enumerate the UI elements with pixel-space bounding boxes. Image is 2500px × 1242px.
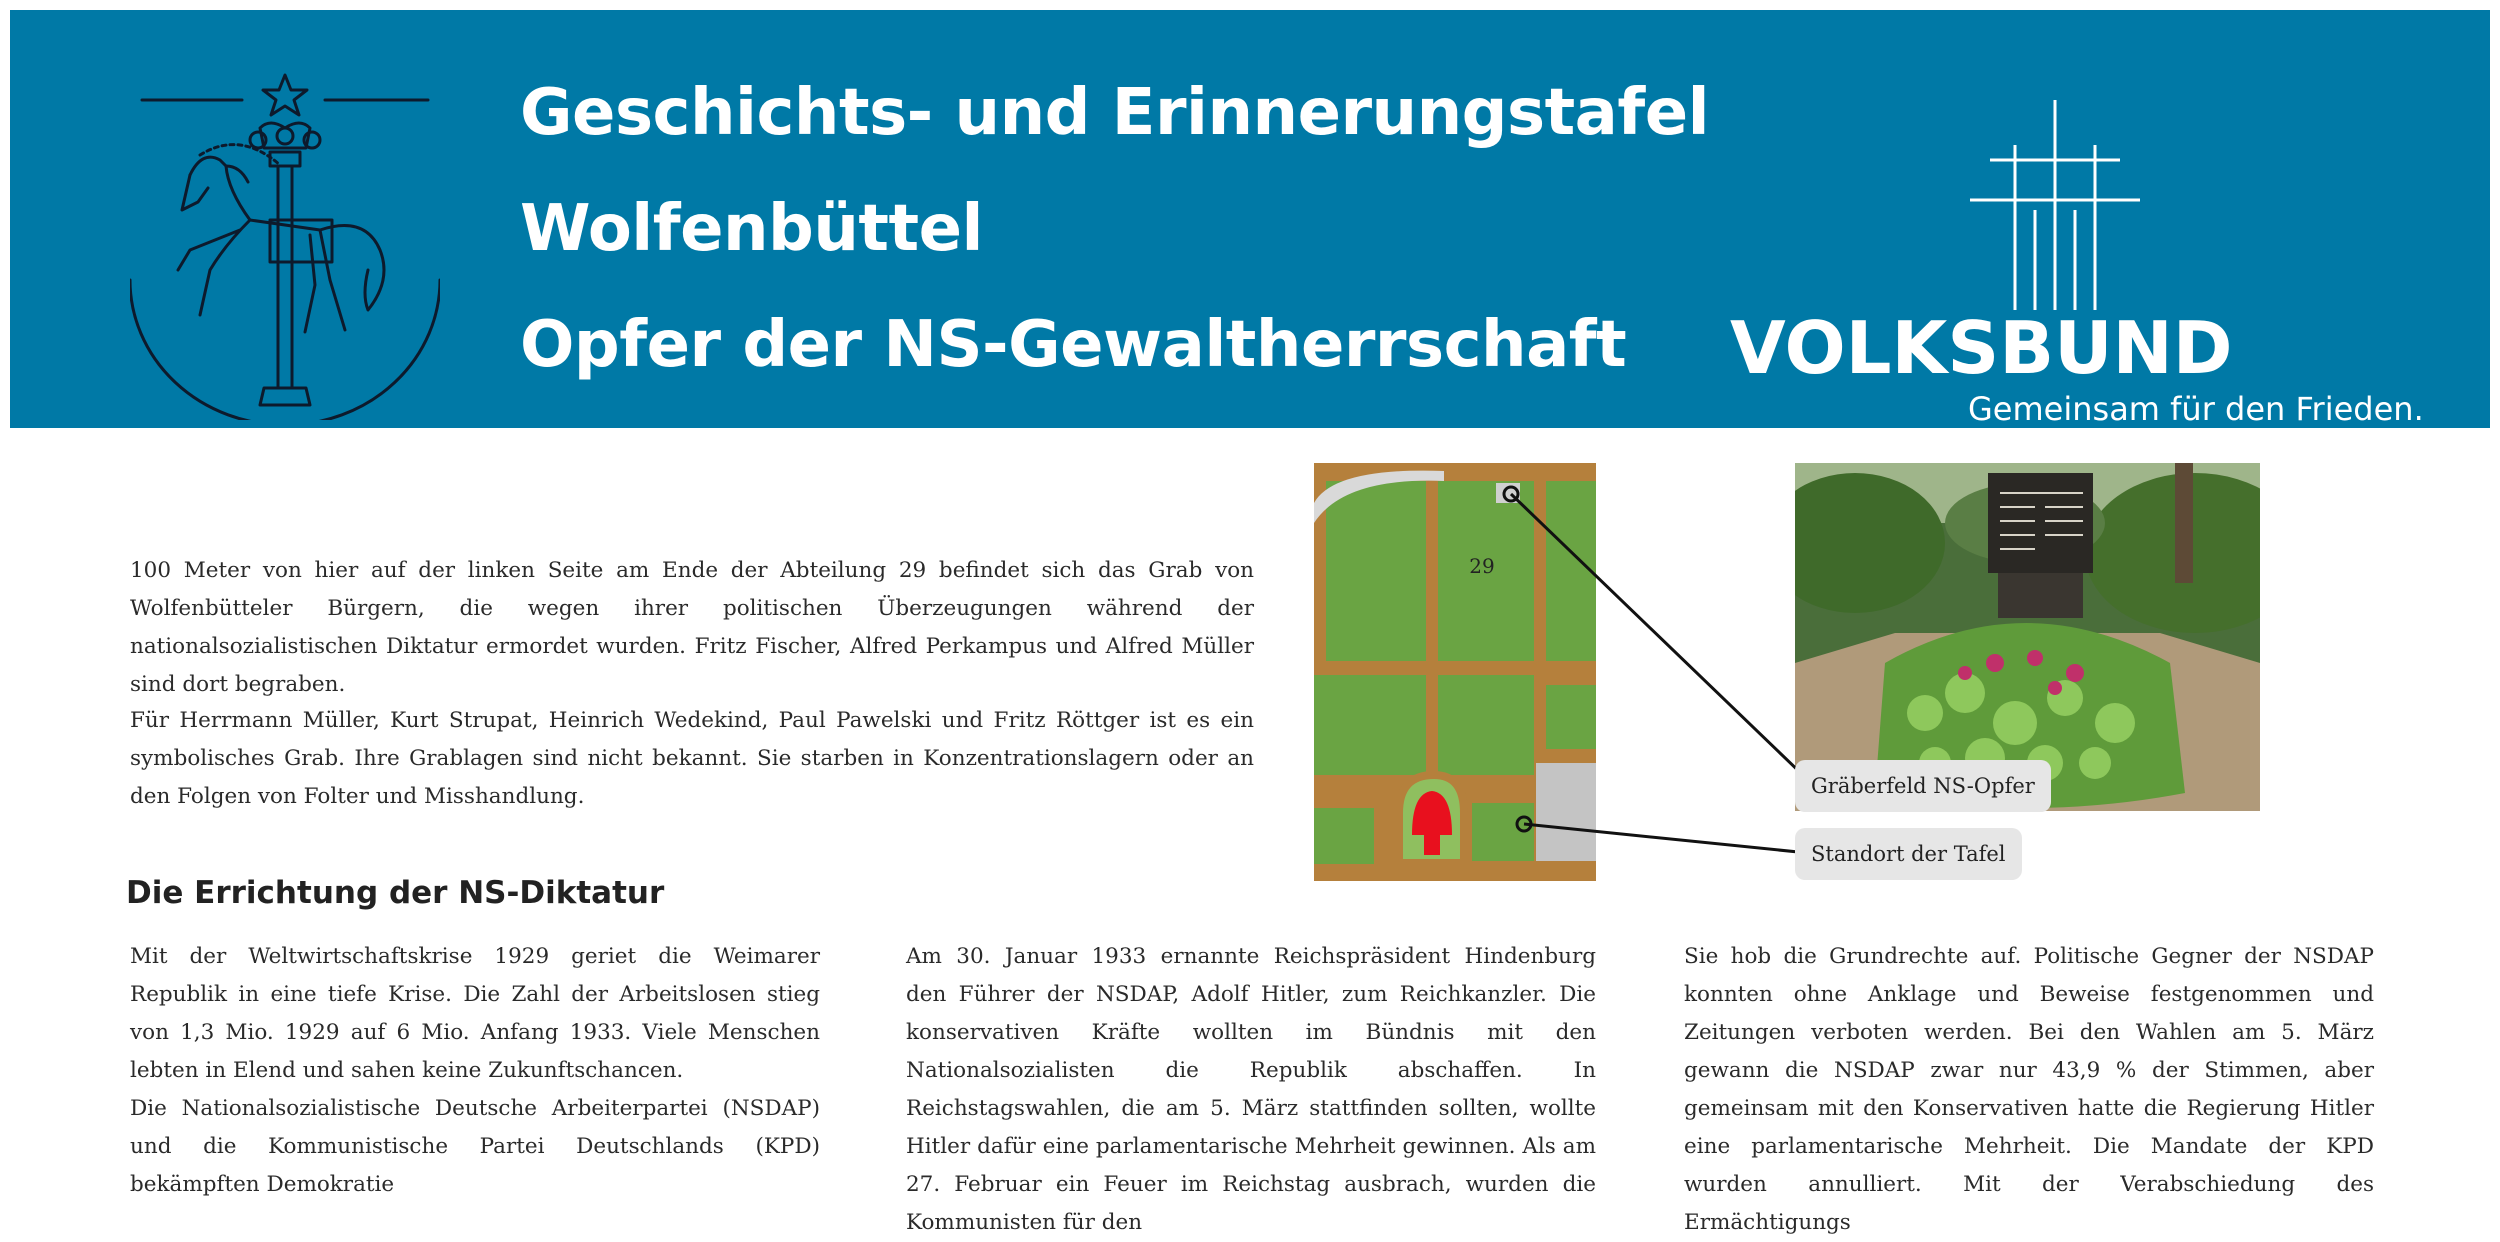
volksbund-logo-text: VOLKSBUND xyxy=(1730,306,2233,390)
title-line-1: Geschichts- und Erinnerungstafel xyxy=(520,76,1710,150)
title-line-3: Opfer der NS-Gewaltherrschaft xyxy=(520,308,1627,382)
callout-location: Standort der Tafel xyxy=(1795,828,2022,880)
callout-graves: Gräberfeld NS-Opfer xyxy=(1795,760,2051,812)
cemetery-map xyxy=(1314,463,1596,881)
col1-paragraph-1: Mit der Weltwirtschaftskrise 1929 geriet die Weimarer Republik in eine tiefe Krise. Die Zahl der Arbeitslosen stieg von 1,3 Mio. 1929 auf 6 Mio. Anfang 1933. Viele Menschen lebten in Elend und sahen keine Zukunftschancen. xyxy=(130,944,820,1083)
col3-paragraph: Sie hob die Grundrechte auf. Politische Gegner der NSDAP konnten ohne Anklage und Beweise festgenommen und Zeitungen verboten werden. Bei den Wahlen am 5. März gewann die NSDAP zwar nur 43,9 % der Stimmen, aber gemeinsam mit den Konservativen hatte die Regierung Hitler eine parlamentarische Mehrheit. Die Mandate der KPD wurden annulliert. Mit der Verabschiedung des Ermächtigungs xyxy=(1684,944,2374,1235)
section-heading: Die Errichtung der NS-Diktatur xyxy=(126,875,665,911)
title-line-2: Wolfenbüttel xyxy=(520,192,983,266)
crosses-logo xyxy=(1960,100,2150,310)
header-banner xyxy=(10,10,2490,428)
intro-paragraph-1: 100 Meter von hier auf der linken Seite am Ende der Abteilung 29 befindet sich das Grab von Wolfenbütteler Bürgern, die wegen ihrer politischen Überzeugungen während der nationalsozialistischen Diktatur ermordet wurden. Fritz Fischer, Alfred Perkampus und Alfred Müller sind dort begraben. xyxy=(130,558,1254,697)
col1-paragraph-2: Die Nationalsozialistische Deutsche Arbeiterpartei (NSDAP) und die Kommunistische Partei Deutschlands (KPD) bekämpften Demokratie xyxy=(130,1096,820,1197)
col2-paragraph: Am 30. Januar 1933 ernannte Reichspräsident Hindenburg den Führer der NSDAP, Adolf Hitler, zum Reichkanzler. Die konservativen Kräfte wollten im Bündnis mit den Nationalsozialisten die Republik abschaffen. In Reichstagswahlen, die am 5. März stattfinden sollten, wollte Hitler dafür eine parlamentarische Mehrheit gewinnen. Als am 27. Februar ein Feuer im Reichstag ausbrach, wurden die Kommunisten für den xyxy=(906,944,1596,1235)
grave-photo xyxy=(1795,463,2260,811)
volksbund-slogan: Gemeinsam für den Frieden. xyxy=(1968,390,2424,428)
intro-paragraph-2: Für Herrmann Müller, Kurt Strupat, Heinrich Wedekind, Paul Pawelski und Fritz Röttger ist es ein symbolisches Grab. Ihre Grablagen sind nicht bekannt. Sie starben in Konzentrationslagern oder an den Folgen von Folter und Misshandlung. xyxy=(130,708,1254,809)
section-number-label: 29 xyxy=(1469,554,1495,578)
wolfenbuettel-crest-logo xyxy=(130,70,440,420)
